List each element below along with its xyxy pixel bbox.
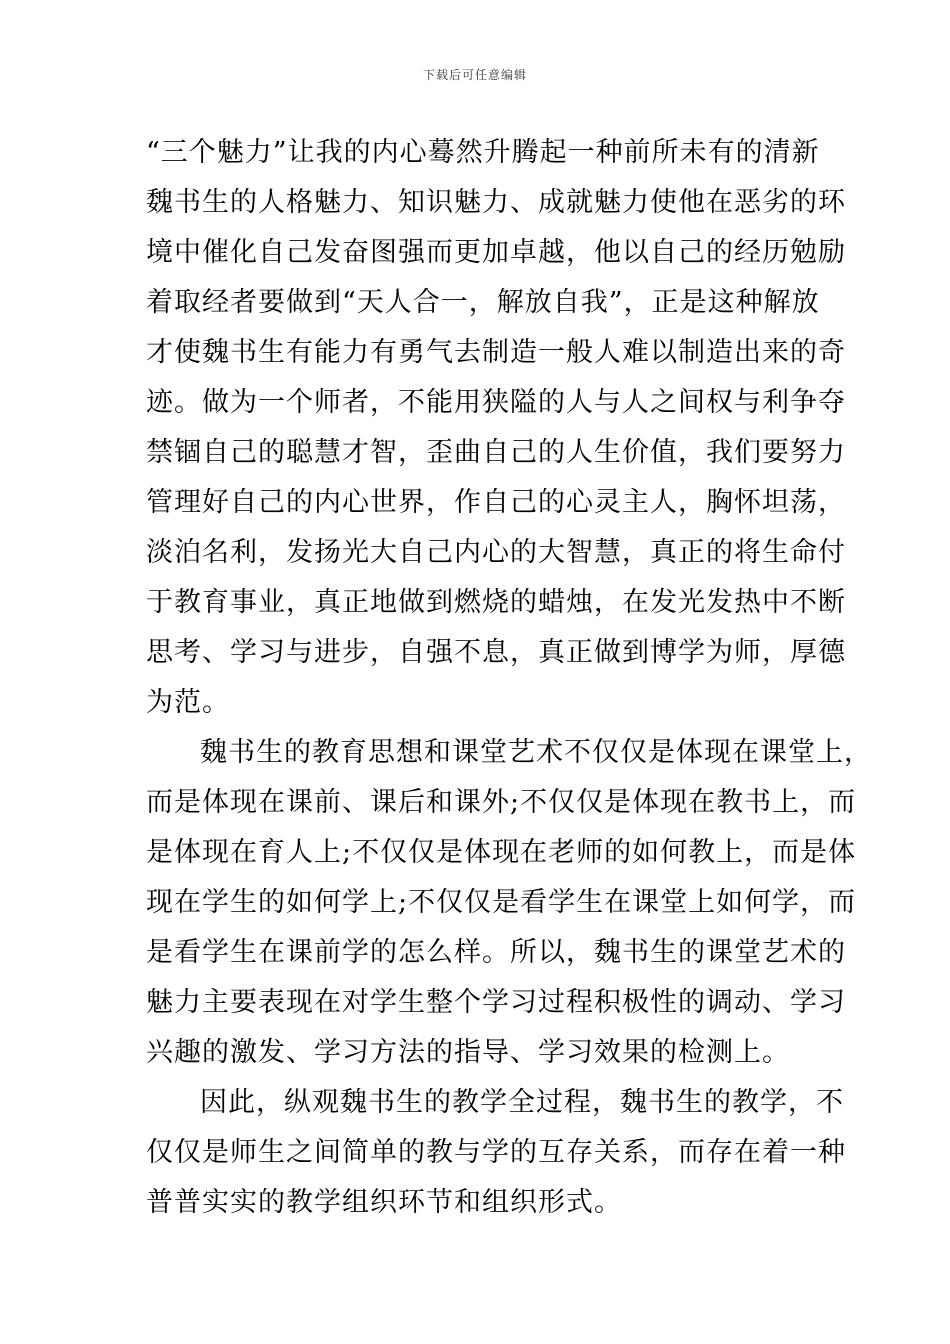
paragraph-start-line: 因此，纵观魏书生的教学全过程，魏书生的教学，不 [200,1087,844,1118]
text-line: 才使魏书生有能力有勇气去制造一般人难以制造出来的奇 [146,337,846,368]
text-line: “三个魅力”让我的内心蓦然升腾起一种前所未有的清新 [146,137,820,168]
text-line: 为范。 [146,687,230,718]
text-line: 管理好自己的内心世界，作自己的心灵主人，胸怀坦荡， [146,487,846,518]
paragraph-start-line: 魏书生的教育思想和课堂艺术不仅仅是体现在课堂上， [200,737,872,768]
text-line: 境中催化自己发奋图强而更加卓越，他以自己的经历勉励 [146,237,846,268]
text-line: 淡泊名利，发扬光大自己内心的大智慧，真正的将生命付 [146,537,846,568]
text-line: 迹。做为一个师者，不能用狭隘的人与人之间权与利争夺 [146,387,846,418]
body-text [146,128,872,1228]
text-line: 是看学生在课前学的怎么样。所以，魏书生的课堂艺术的 [146,937,846,968]
text-line: 普普实实的教学组织环节和组织形式。 [146,1187,622,1218]
text-line: 现在学生的如何学上;不仅仅是看学生在课堂上如何学，而 [146,887,857,918]
text-line: 兴趣的激发、学习方法的指导、学习效果的检测上。 [146,1037,790,1068]
text-line: 思考、学习与进步，自强不息，真正做到博学为师，厚德 [146,637,846,668]
text-line: 是体现在育人上;不仅仅是体现在老师的如何教上，而是体 [146,837,857,868]
text-line: 于教育事业，真正地做到燃烧的蜡烛，在发光发热中不断 [146,587,846,618]
text-line: 魅力主要表现在对学生整个学习过程积极性的调动、学习 [146,987,846,1018]
text-line: 而是体现在课前、课后和课外;不仅仅是体现在教书上，而 [146,787,857,818]
text-line: 仅仅是师生之间简单的教与学的互存关系，而存在着一种 [146,1137,846,1168]
text-line: 着取经者要做到“天人合一，解放自我”，正是这种解放 [146,287,820,318]
header-note: 下载后可任意编辑 [422,68,527,82]
text-line: 禁锢自己的聪慧才智，歪曲自己的人生价值，我们要努力 [146,437,846,468]
text-line: 魏书生的人格魅力、知识魅力、成就魅力使他在恶劣的环 [146,187,846,218]
